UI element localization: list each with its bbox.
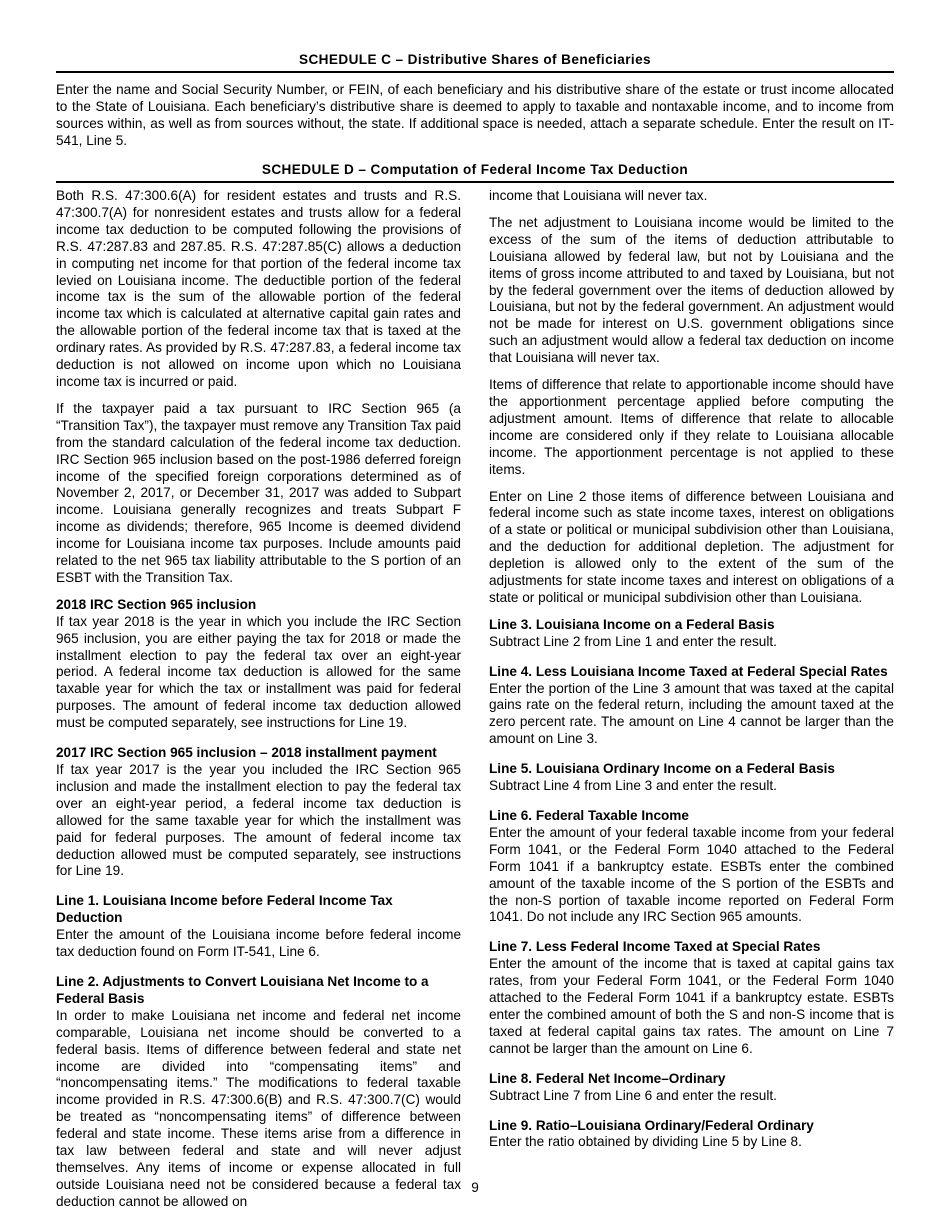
section-2017-965-title: 2017 IRC Section 965 inclusion – 2018 installment payment	[56, 745, 437, 761]
line-3-title: Line 3. Louisiana Income on a Federal Basis	[489, 616, 775, 632]
line-1-title: Line 1. Louisiana Income before Federal Income Tax Deduction	[56, 893, 393, 926]
line-6-title: Line 6. Federal Taxable Income	[489, 808, 689, 823]
right-column	[489, 188, 894, 1224]
section-2018-965-title: 2018 IRC Section 965 inclusion	[56, 596, 257, 612]
schedule-d-title: SCHEDULE D – Computation of Federal Income Tax Deduction	[261, 162, 689, 177]
section-2018-965-body: If tax year 2018 is the year in which you include the IRC Section 965 inclusion, you are either paying the tax for 2018 or made the installment election to pay the federal tax over an eight-year period. A federal income tax deduction is allowed for the same taxable year for which the tax or installment was paid for federal purposes. The amount of federal income tax deduction allowed must be computed separately, see instructions for Line 19.	[56, 613, 461, 731]
left-paragraph-1: Both R.S. 47:300.6(A) for resident estates and trusts and R.S. 47:300.7(A) for nonresident estates and trusts allow for a federal income tax deduction to be computed following the provisions of R.S. 47:287.83 and 287.85. R.S. 47:287.85(C) allows a deduction in computing net income for that portion of the federal income tax levied on Louisiana income. The deductible portion of the federal income tax is the sum of the allowable portion of the federal income tax which is calculated at alternative capital gain rates and the allowable portion of the federal income tax that is taxed at the ordinary rates. As provided by R.S. 47:287.83, a federal income tax deduction is not allowed on income upon which no Louisiana income tax is incurred or paid.	[56, 188, 461, 389]
right-paragraph-3: Enter on Line 2 those items of difference between Louisiana and federal income such as state income taxes, interest on obligations of a state or political or municipal subdivision other than Louisiana, and the deduction for additional depletion. The adjustment for depletion is allowed only to the extent of the sum of the adjustments for state income taxes and interest on obligations of a state or political or municipal subdivision other than Louisiana.	[489, 488, 894, 605]
section-2017-965-body: If tax year 2017 is the year you included the IRC Section 965 inclusion and made the installment election to pay the federal tax over an eight-year period, a federal income tax deduction is allowed for the same taxable year for which the installment was paid for federal purposes. The amount of federal income tax deduction allowed must be computed separately, see instructions for Line 19.	[56, 762, 461, 879]
section-2018-965	[56, 597, 461, 732]
line-9-section	[489, 1118, 894, 1152]
line-2-title: Line 2. Adjustments to Convert Louisiana Net Income to a Federal Basis	[56, 973, 429, 1006]
line-4-section	[489, 664, 894, 749]
page-number: 9	[471, 1180, 479, 1195]
line-4-title: Line 4. Less Louisiana Income Taxed at Federal Special Rates	[489, 663, 888, 679]
line-5-body: Subtract Line 4 from Line 3 and enter the result.	[489, 778, 777, 794]
line-4-body: Enter the portion of the Line 3 amount that was taxed at the capital gains rate on the federal return, including the amount taxed at the zero percent rate. The amount on Line 4 cannot be larger than the amount on Line 3.	[489, 680, 894, 747]
line-5-section	[489, 761, 894, 795]
line-1-section	[56, 893, 461, 961]
line-6-section	[489, 808, 894, 926]
schedule-c-title: SCHEDULE C – Distributive Shares of Beneficiaries	[299, 52, 651, 67]
line-8-title: Line 8. Federal Net Income–Ordinary	[489, 1070, 726, 1086]
line-9-body: Enter the ratio obtained by dividing Line 5 by Line 8.	[489, 1134, 802, 1150]
schedule-c-rule	[56, 71, 894, 73]
line-1-body: Enter the amount of the Louisiana income before federal income tax deduction found on Form IT-541, Line 6.	[56, 927, 461, 960]
section-2017-965	[56, 745, 461, 880]
left-paragraph-2: If the taxpayer paid a tax pursuant to IRC Section 965 (a “Transition Tax”), the taxpayer must remove any Transition Tax paid from the standard calculation of the federal income tax deduction. IRC Section 965 inclusion based on the post-1986 deferred foreign income of the specified foreign corporations determined as of November 2, 2017, or December 31, 2017 was added to Subpart income. Louisiana generally recognizes and treats Subpart F income as dividends; therefore, 965 Income is deemed dividend income for Louisiana income tax purposes. Include amounts paid related to the net 965 tax liability attributable to the S portion of an ESBT with the Transition Tax.	[56, 400, 461, 585]
line-2-body: In order to make Louisiana net income and federal net income comparable, Louisiana net income should be converted to a federal basis. Items of difference between federal and state net income are divided into “compensating items” and “noncompensating items.” The modifications to federal taxable income provided in R.S. 47:300.6(B) and R.S. 47:300.7(C) would be treated as “noncompensating items” of difference between federal and state income. These items arise from a difference in tax law between federal and state and will never adjust themselves. Any items of income or expense allocated in full outside Louisiana need not be considered because a federal tax deduction cannot be allowed on	[56, 1007, 461, 1209]
line-3-section	[489, 617, 894, 651]
line-6-body: Enter the amount of your federal taxable income from your federal Form 1041, or the Federal Form 1040 attached to the Federal Form 1041 if a bankruptcy estate. ESBTs enter the combined amount of the taxable income of the S portion of the ESBTs and the non-S portion of taxable income reported on Federal Form 1041. Do not include any IRC Section 965 amounts.	[489, 824, 894, 925]
line-3-body: Subtract Line 2 from Line 1 and enter the result.	[489, 633, 777, 649]
right-paragraph-0: income that Louisiana will never tax.	[489, 188, 708, 203]
right-paragraph-2: Items of difference that relate to apportionable income should have the apportionment percentage applied before computing the adjustment amount. Items of difference that relate to allocable income are considered only if they relate to Louisiana allocable income. The apportionment percentage is not applied to these items.	[489, 377, 894, 477]
line-7-title: Line 7. Less Federal Income Taxed at Special Rates	[489, 939, 821, 955]
line-5-title: Line 5. Louisiana Ordinary Income on a Federal Basis	[489, 761, 835, 777]
line-8-body: Subtract Line 7 from Line 6 and enter the result.	[489, 1087, 777, 1103]
left-column	[56, 188, 461, 1224]
schedule-d-columns	[56, 188, 894, 1224]
line-7-section	[489, 939, 894, 1057]
line-8-section	[489, 1071, 894, 1105]
schedule-c-body: Enter the name and Social Security Number, or FEIN, of each beneficiary and his distributive share of the estate or trust income allocated to the State of Louisiana. Each beneficiary’s distributive share is deemed to apply to taxable and nontaxable income, and to income from sources within, as well as from sources without, the state. If additional space is needed, attach a separate schedule. Enter the result on IT-541, Line 5.	[56, 82, 894, 148]
document-page	[56, 52, 894, 1224]
line-7-body: Enter the amount of the income that is taxed at capital gains tax rates, from your Federal Form 1041, or the Federal Form 1040 attached to the Federal Form 1041 if a bankruptcy estate. ESBTs enter the combined amount of both the S and non-S income that is taxed at federal capital gains tax rates. The amount on Line 7 cannot be larger than the amount on Line 6.	[489, 956, 894, 1056]
schedule-d-rule	[56, 181, 894, 183]
line-9-title: Line 9. Ratio–Louisiana Ordinary/Federal Ordinary	[489, 1117, 814, 1133]
line-2-section	[56, 974, 461, 1211]
right-paragraph-1: The net adjustment to Louisiana income would be limited to the excess of the sum of the items of deduction attributable to Louisiana allowed by federal law, but not by Louisiana and the items of gross income attributed to and taxed by Louisiana, but not by the federal government over the items of deduction allowed by Louisiana, but not by the federal government. An adjustment would not be made for interest on U.S. government obligations since such an adjustment would allow a federal tax deduction on income that Louisiana will never tax.	[489, 214, 894, 366]
